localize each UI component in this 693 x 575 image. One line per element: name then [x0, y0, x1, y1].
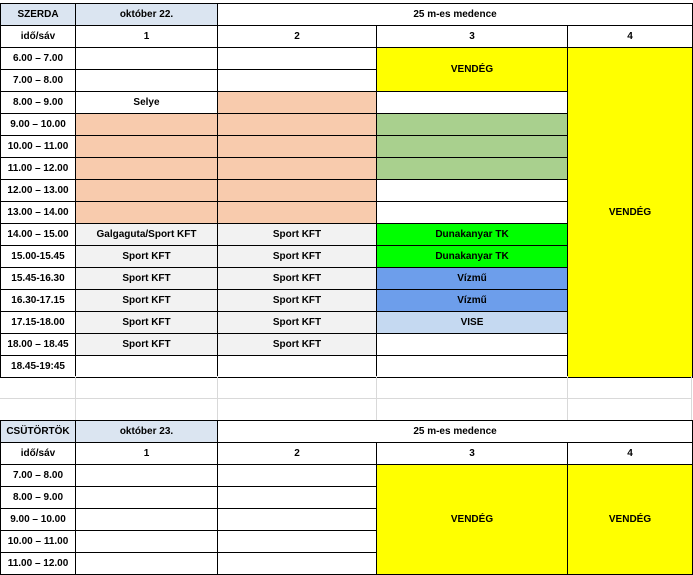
- lane-1-cell: [76, 487, 218, 509]
- lane-2-cell: Sport KFT: [218, 224, 377, 246]
- lane-1-cell: [76, 48, 218, 70]
- time-cell: 16.30-17.15: [1, 290, 76, 312]
- time-cell: 6.00 – 7.00: [1, 48, 76, 70]
- day2-date: október 23.: [76, 421, 218, 443]
- lane-2-cell: [218, 487, 377, 509]
- lane-1-cell: [76, 553, 218, 575]
- day2-pool-name: 25 m-es medence: [218, 421, 693, 443]
- time-cell: 15.45-16.30: [1, 268, 76, 290]
- time-cell: 7.00 – 8.00: [1, 465, 76, 487]
- day1-date: október 22.: [76, 4, 218, 26]
- day2-lane-4-header: 4: [568, 443, 693, 465]
- time-cell: 8.00 – 9.00: [1, 92, 76, 114]
- lane-2-cell: [218, 114, 377, 136]
- lane-2-cell: [218, 509, 377, 531]
- day1-lane-header-row: [1, 26, 693, 48]
- sheet-gap: [0, 376, 692, 420]
- day1-title-row: [1, 4, 693, 26]
- time-cell: 10.00 – 11.00: [1, 531, 76, 553]
- day2-lane-1-header: 1: [76, 443, 218, 465]
- lane-3-cell: [377, 92, 568, 114]
- lane-3-guest-block: VENDÉG: [377, 48, 568, 92]
- time-cell: 17.15-18.00: [1, 312, 76, 334]
- day1-schedule-table: [0, 3, 693, 378]
- table-row: [1, 465, 693, 487]
- time-cell: 18.45-19:45: [1, 356, 76, 378]
- lane-1-cell: Sport KFT: [76, 312, 218, 334]
- lane-3-cell: [377, 136, 568, 158]
- lane-3-cell: [377, 158, 568, 180]
- time-cell: 11.00 – 12.00: [1, 158, 76, 180]
- lane-2-cell: [218, 356, 377, 378]
- time-cell: 9.00 – 10.00: [1, 114, 76, 136]
- day1-pool-name: 25 m-es medence: [218, 4, 693, 26]
- lane-3-cell: VISE: [377, 312, 568, 334]
- lane-3-cell: Vízmű: [377, 268, 568, 290]
- lane-1-cell: Sport KFT: [76, 334, 218, 356]
- lane-1-cell: Galgaguta/Sport KFT: [76, 224, 218, 246]
- lane-1-cell: [76, 136, 218, 158]
- lane-1-cell: [76, 356, 218, 378]
- time-cell: 18.00 – 18.45: [1, 334, 76, 356]
- day2-time-lane-header: idő/sáv: [1, 443, 76, 465]
- time-cell: 12.00 – 13.00: [1, 180, 76, 202]
- lane-1-cell: Sport KFT: [76, 246, 218, 268]
- lane-2-cell: Sport KFT: [218, 246, 377, 268]
- day1-day-name: SZERDA: [1, 4, 76, 26]
- lane-2-cell: [218, 92, 377, 114]
- lane-1-cell: [76, 531, 218, 553]
- lane-1-cell: Sport KFT: [76, 290, 218, 312]
- time-cell: 9.00 – 10.00: [1, 509, 76, 531]
- lane-1-cell: [76, 180, 218, 202]
- lane-1-cell: [76, 202, 218, 224]
- lane-2-cell: [218, 158, 377, 180]
- lane-1-cell: [76, 465, 218, 487]
- lane-2-cell: [218, 465, 377, 487]
- day1-lane-2-header: 2: [218, 26, 377, 48]
- lane-2-cell: [218, 180, 377, 202]
- lane-2-cell: [218, 553, 377, 575]
- lane-2-cell: [218, 202, 377, 224]
- day1-time-lane-header: idő/sáv: [1, 26, 76, 48]
- time-cell: 14.00 – 15.00: [1, 224, 76, 246]
- day2-schedule-table: [0, 420, 693, 575]
- lane-1-cell: [76, 70, 218, 92]
- lane-3-cell: [377, 356, 568, 378]
- lane-2-cell: [218, 70, 377, 92]
- lane-3-guest-block: VENDÉG: [377, 465, 568, 575]
- day1-lane-3-header: 3: [377, 26, 568, 48]
- day2-day-name: CSÜTÖRTÖK: [1, 421, 76, 443]
- lane-1-cell: [76, 509, 218, 531]
- lane-2-cell: Sport KFT: [218, 334, 377, 356]
- lane-2-cell: Sport KFT: [218, 268, 377, 290]
- lane-3-cell: Dunakanyar TK: [377, 224, 568, 246]
- lane-1-cell: Sport KFT: [76, 268, 218, 290]
- time-cell: 7.00 – 8.00: [1, 70, 76, 92]
- day1-lane-4-header: 4: [568, 26, 693, 48]
- lane-3-cell: [377, 334, 568, 356]
- lane-2-cell: Sport KFT: [218, 290, 377, 312]
- lane-1-cell: [76, 114, 218, 136]
- lane-3-cell: Vízmű: [377, 290, 568, 312]
- lane-3-cell: [377, 202, 568, 224]
- lane-3-cell: [377, 114, 568, 136]
- lane-2-cell: [218, 531, 377, 553]
- day2-lane-2-header: 2: [218, 443, 377, 465]
- time-cell: 11.00 – 12.00: [1, 553, 76, 575]
- table-row: [1, 48, 693, 70]
- time-cell: 13.00 – 14.00: [1, 202, 76, 224]
- day2-title-row: [1, 421, 693, 443]
- day2-lane-3-header: 3: [377, 443, 568, 465]
- time-cell: 10.00 – 11.00: [1, 136, 76, 158]
- time-cell: 15.00-15.45: [1, 246, 76, 268]
- lane-2-cell: [218, 48, 377, 70]
- lane-2-cell: Sport KFT: [218, 312, 377, 334]
- day2-lane-header-row: [1, 443, 693, 465]
- day1-lane-1-header: 1: [76, 26, 218, 48]
- lane-4-guest-block: VENDÉG: [568, 48, 693, 378]
- lane-3-cell: [377, 180, 568, 202]
- lane-3-cell: Dunakanyar TK: [377, 246, 568, 268]
- lane-1-cell: Selye: [76, 92, 218, 114]
- lane-2-cell: [218, 136, 377, 158]
- time-cell: 8.00 – 9.00: [1, 487, 76, 509]
- lane-1-cell: [76, 158, 218, 180]
- lane-4-guest-block: VENDÉG: [568, 465, 693, 575]
